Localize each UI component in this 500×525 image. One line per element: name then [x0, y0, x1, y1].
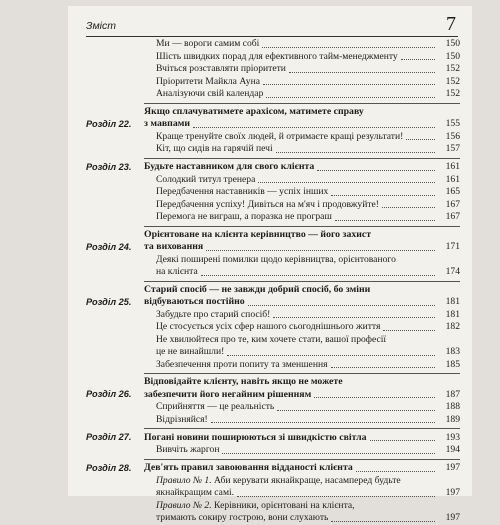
entry-title: якнайкращим самі. — [156, 487, 235, 498]
entry-page-number: 161 — [445, 173, 460, 185]
dot-leader — [222, 453, 435, 454]
entry-title: Керівники, орієнтовані на клієнта, — [214, 499, 355, 511]
entry-title: Дев'ять правил завоювання відданості клієнта — [144, 462, 353, 473]
entry-title: Краще тренуйте своїх людей, й отримаєте кращі результати! — [156, 130, 404, 142]
entry-title: Відрізняйся! — [156, 413, 208, 425]
toc-section[interactable] — [86, 199, 460, 212]
entry-title-block — [144, 359, 438, 372]
entry-title: це не винайшли! — [156, 346, 225, 357]
toc-section[interactable] — [86, 254, 460, 279]
toc-chapter[interactable] — [86, 462, 460, 475]
chapter-label: Розділ 23. — [86, 161, 132, 172]
toc-chapter[interactable] — [86, 376, 460, 401]
entry-title: Кіт, що сидів на гарячій печі — [156, 143, 273, 154]
entry-page-number: 161 — [445, 161, 460, 172]
dot-leader — [237, 496, 435, 497]
toc-chapter[interactable] — [86, 284, 460, 309]
toc-section[interactable] — [86, 334, 460, 359]
toc-section[interactable] — [86, 359, 460, 372]
toc-section[interactable] — [86, 321, 460, 334]
toc-chapter[interactable] — [86, 229, 460, 254]
chapter-divider — [144, 226, 460, 227]
toc-section[interactable] — [86, 309, 460, 322]
entry-page-number: 171 — [445, 241, 460, 252]
entry-title-line — [156, 500, 438, 513]
entry-title: Забезпечення проти попиту та зменшення — [156, 358, 328, 370]
entry-title-block — [144, 309, 438, 322]
toc-section[interactable] — [86, 186, 460, 199]
entry-title-line — [144, 284, 438, 297]
dot-leader — [382, 207, 435, 208]
toc-section[interactable] — [86, 51, 460, 64]
dot-leader — [356, 471, 435, 472]
entry-page-number: 183 — [445, 346, 460, 357]
toc-section[interactable] — [86, 401, 460, 414]
entry-title-line — [144, 376, 438, 389]
entry-page-number: 193 — [445, 431, 460, 443]
entry-title: Шість швидких порад для ефективного тайм-менеджменту — [156, 50, 398, 62]
toc-chapter[interactable] — [86, 106, 460, 131]
dot-leader — [383, 330, 435, 331]
entry-title: Сприйняття — це реальність — [156, 401, 275, 412]
entry-title: Якщо сплачуватимете арахісом, матимете справу — [144, 105, 364, 117]
chapter-label: Розділ 26. — [86, 389, 132, 399]
entry-page-number: 188 — [445, 401, 460, 412]
entry-page-number: 181 — [445, 308, 460, 320]
entry-title-block — [144, 131, 438, 144]
entry-page-number: 152 — [445, 75, 460, 87]
entry-page-number: 150 — [445, 38, 460, 49]
entry-page-number: 156 — [445, 130, 460, 142]
entry-page-number: 150 — [445, 50, 460, 62]
entry-title-block — [144, 414, 438, 427]
toc-section[interactable] — [86, 131, 460, 144]
entry-title: Передбачення наставників — успіх інших — [156, 186, 329, 197]
page-number: 7 — [446, 13, 456, 35]
entry-page-number: 152 — [445, 63, 460, 74]
entry-title: тримають сокиру гострою, вони слухають — [156, 512, 329, 523]
entry-page-number: 167 — [445, 198, 460, 210]
dot-leader — [273, 317, 435, 318]
toc-chapter[interactable] — [86, 161, 460, 174]
toc-section[interactable] — [86, 38, 460, 51]
toc-section[interactable] — [86, 444, 460, 457]
entry-title: з мавпами — [144, 118, 191, 129]
rule-number: Правило № 1. — [156, 474, 212, 486]
entry-title-line — [156, 475, 438, 488]
entry-title: Орієнтоване на клієнта керівництво — його захист — [144, 228, 372, 240]
chapter-divider — [144, 281, 460, 282]
entry-title-block — [144, 76, 438, 89]
chapter-label: Розділ 27. — [86, 432, 132, 442]
entry-title-block — [144, 161, 438, 174]
chapter-label: Розділ 24. — [86, 241, 132, 252]
dot-leader — [314, 397, 435, 398]
entry-page-number: 174 — [445, 266, 460, 277]
dot-leader — [262, 47, 435, 48]
entry-page-number: 197 — [445, 487, 460, 498]
toc-section[interactable] — [86, 63, 460, 76]
entry-title-block — [144, 500, 438, 525]
book-page — [68, 6, 472, 523]
table-of-contents — [86, 38, 460, 525]
entry-title: Солодкий титул тренера — [156, 173, 256, 185]
entry-title: Погані новини поширюються зі швидкістю світла — [144, 431, 367, 443]
entry-title: відбуваються постійно — [144, 296, 245, 307]
entry-title-block — [144, 284, 438, 309]
entry-title-block — [144, 475, 438, 500]
dot-leader — [406, 139, 435, 140]
entry-title-block — [144, 38, 438, 51]
entry-title-block — [144, 334, 438, 359]
entry-title-block — [144, 211, 438, 224]
toc-section[interactable] — [86, 211, 460, 224]
chapter-divider — [144, 373, 460, 374]
entry-title: Пріоритети Майкла Ауна — [156, 75, 260, 87]
entry-page-number: 165 — [445, 186, 460, 197]
entry-title-block — [144, 199, 438, 212]
toc-section[interactable] — [86, 414, 460, 427]
entry-page-number: 189 — [445, 413, 460, 425]
entry-title: забезпечити його негайним рішенням — [144, 388, 312, 400]
entry-page-number: 167 — [445, 211, 460, 222]
chapter-divider — [144, 459, 460, 460]
chapter-divider — [144, 103, 460, 104]
entry-title: та виховання — [144, 241, 204, 252]
entry-title-block — [144, 229, 438, 254]
toc-section[interactable] — [86, 500, 460, 525]
entry-title: Це стосується усіх сфер нашого сьогоднішнього життя — [156, 321, 381, 332]
entry-title-block — [144, 51, 438, 64]
entry-title-block — [144, 254, 438, 279]
dot-leader — [201, 275, 435, 276]
toc-section[interactable] — [86, 475, 460, 500]
entry-page-number: 197 — [445, 462, 460, 473]
entry-title: Аналізуючи свій календар — [156, 88, 264, 99]
entry-title-line — [156, 334, 438, 347]
entry-title-line — [156, 254, 438, 267]
entry-title: Старий спосіб — не завжди добрий спосіб, бо зміни — [144, 283, 371, 295]
toc-section[interactable] — [86, 76, 460, 89]
chapter-divider — [144, 158, 460, 159]
entry-page-number: 157 — [445, 143, 460, 154]
dot-leader — [227, 355, 435, 356]
entry-title-block — [144, 63, 438, 76]
chapter-label: Розділ 28. — [86, 462, 132, 473]
entry-title: Відповідайте клієнту, навіть якщо не можете — [144, 376, 343, 387]
entry-title: Ми — вороги самим собі — [156, 38, 260, 49]
entry-title-block — [144, 186, 438, 199]
dot-leader — [193, 127, 435, 128]
entry-title: Вчіться розставляти пріоритети — [156, 63, 286, 74]
dot-leader — [317, 170, 435, 171]
entry-title: Забудьте про старий спосіб! — [156, 308, 271, 320]
entry-title-block — [144, 106, 438, 131]
entry-title-block — [144, 88, 438, 101]
dot-leader — [211, 422, 435, 423]
entry-title: Передбачення успіху! Дивіться на м'яч і продовжуйте! — [156, 198, 379, 210]
entry-title: Деякі поширені помилки щодо керівництва, орієнтованого — [156, 253, 396, 265]
entry-title: Не хвилюйтеся про те, ким хочете стати, вашої професії — [156, 333, 387, 345]
entry-title: Аби керувати якнайкраще, насамперед будьте — [214, 474, 401, 486]
chapter-label: Розділ 25. — [86, 296, 132, 307]
dot-leader — [331, 521, 435, 522]
entry-page-number: 182 — [445, 321, 460, 332]
dot-leader — [263, 84, 435, 85]
entry-title: на клієнта — [156, 266, 198, 277]
dot-leader — [335, 220, 435, 221]
entry-title-block — [144, 444, 438, 457]
entry-title-line — [144, 106, 438, 119]
chapter-label: Розділ 22. — [86, 118, 132, 129]
chapter-divider — [144, 428, 460, 429]
dot-leader — [206, 250, 435, 251]
entry-title: Будьте наставником для свого клієнта — [144, 161, 315, 172]
entry-title-block — [144, 462, 438, 475]
toc-chapter[interactable] — [86, 431, 460, 444]
dot-leader — [276, 152, 435, 153]
toc-section[interactable] — [86, 174, 460, 187]
entry-title-block — [144, 376, 438, 401]
dot-leader — [248, 305, 435, 306]
toc-section[interactable] — [86, 88, 460, 101]
dot-leader — [289, 72, 435, 73]
entry-page-number: 155 — [445, 118, 460, 129]
entry-title-block — [144, 401, 438, 414]
dot-leader — [370, 440, 435, 441]
entry-title: Вивчіть жаргон — [156, 444, 220, 455]
entry-page-number: 185 — [445, 358, 460, 370]
running-header — [86, 14, 458, 37]
dot-leader — [331, 367, 436, 368]
entry-title: Перемога не виграш, а поразка не програш — [156, 211, 332, 222]
entry-page-number: 152 — [445, 88, 460, 99]
entry-page-number: 187 — [445, 388, 460, 400]
rule-number: Правило № 2. — [156, 499, 212, 511]
entry-title-line — [144, 229, 438, 242]
section-title: Зміст — [86, 20, 116, 32]
entry-page-number: 197 — [445, 512, 460, 523]
toc-section[interactable] — [86, 143, 460, 156]
entry-page-number: 181 — [445, 296, 460, 307]
dot-leader — [331, 195, 435, 196]
entry-title-block — [144, 143, 438, 156]
entry-title-block — [144, 321, 438, 334]
dot-leader — [401, 59, 435, 60]
entry-title-block — [144, 432, 438, 445]
entry-page-number: 194 — [445, 444, 460, 455]
dot-leader — [277, 410, 435, 411]
dot-leader — [258, 182, 435, 183]
dot-leader — [266, 97, 435, 98]
entry-title-block — [144, 174, 438, 187]
